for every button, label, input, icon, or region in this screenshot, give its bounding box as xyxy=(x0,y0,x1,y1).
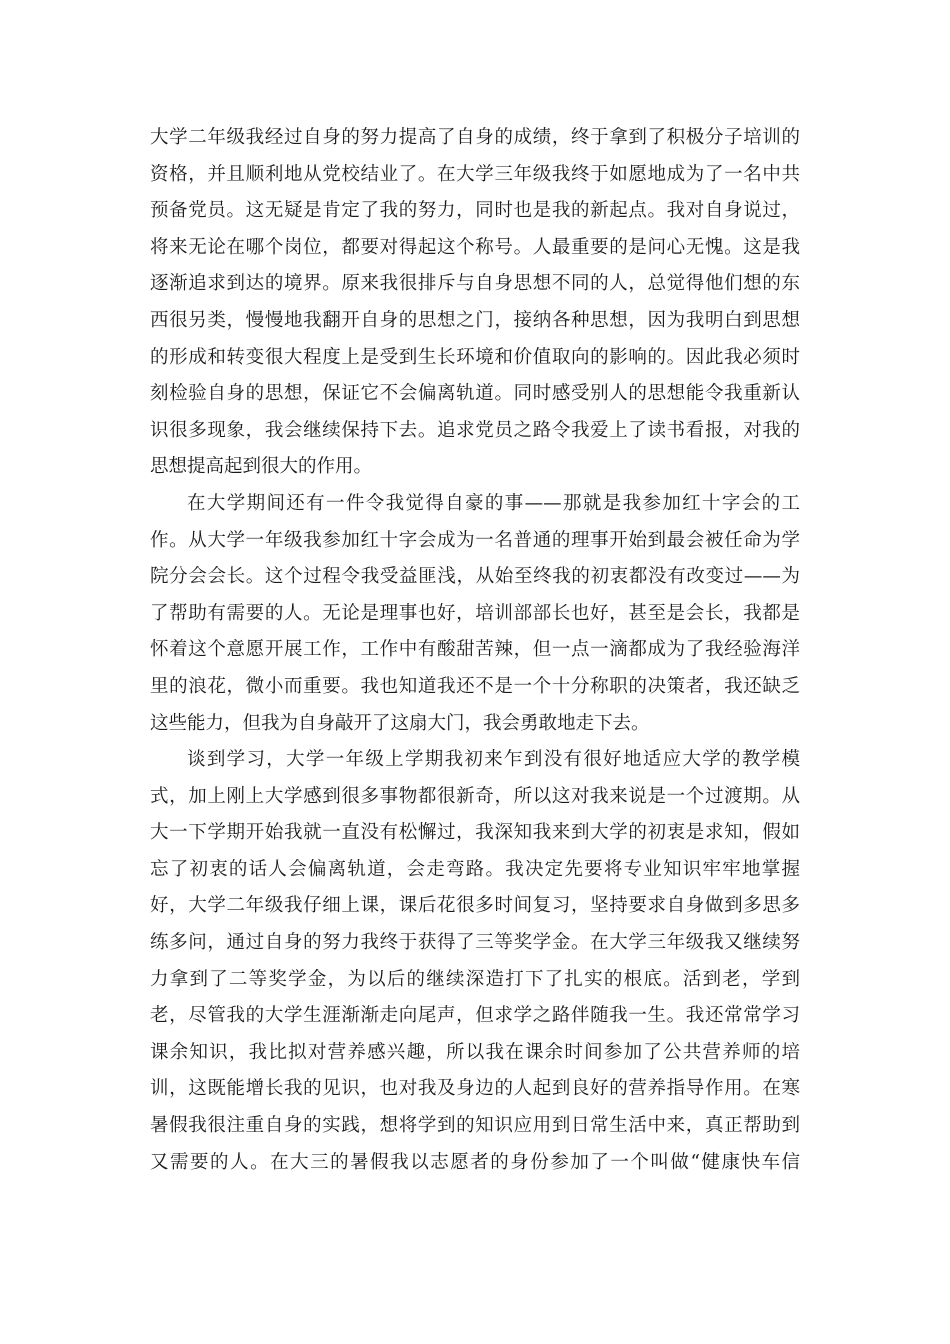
document-body xyxy=(150,120,800,1181)
text-line: 谈到学习，大学一年级上学期我初来乍到没有很好地适应大学的教学模 xyxy=(187,749,800,771)
text-line: 里的浪花，微小而重要。我也知道我还不是一个十分称职的决策者，我还缺乏 xyxy=(150,675,800,697)
text-line: 在大学期间还有一件令我觉得自豪的事——那就是我参加红十字会的工 xyxy=(187,492,800,514)
text-line: 院分会会长。这个过程令我受益匪浅，从始至终我的初衷都没有改变过——为 xyxy=(150,566,800,588)
text-line: 大一下学期开始我就一直没有松懈过，我深知我来到大学的初衷是求知，假如 xyxy=(150,822,800,844)
text-line: 力拿到了二等奖学金，为以后的继续深造打下了扎实的根底。活到老，学到 xyxy=(150,968,800,990)
text-line: 作。从大学一年级我参加红十字会成为一名普通的理事开始到最会被任命为学 xyxy=(150,529,800,551)
text-line: 暑假我很注重自身的实践，想将学到的知识应用到日常生活中来，真正帮助到 xyxy=(150,1115,800,1137)
text-line: 练多问，通过自身的努力我终于获得了三等奖学金。在大学三年级我又继续努 xyxy=(150,932,800,954)
text-line: 思想提高起到很大的作用。 xyxy=(150,456,373,478)
text-line: 这些能力，但我为自身敲开了这扇大门，我会勇敢地走下去。 xyxy=(150,712,650,734)
text-line: 西很另类，慢慢地我翻开自身的思想之门，接纳各种思想，因为我明白到思想 xyxy=(150,309,800,331)
paragraph-party-membership xyxy=(150,120,800,486)
text-line: 好，大学二年级我仔细上课，课后花很多时间复习，坚持要求自身做到多思多 xyxy=(150,895,800,917)
text-line: 资格，并且顺利地从党校结业了。在大学三年级我终于如愿地成为了一名中共 xyxy=(150,163,800,185)
text-line: 课余知识，我比拟对营养感兴趣，所以我在课余时间参加了公共营养师的培 xyxy=(150,1041,800,1063)
text-line: 识很多现象，我会继续保持下去。追求党员之路令我爱上了读书看报，对我的 xyxy=(150,419,800,441)
text-line: 预备党员。这无疑是肯定了我的努力，同时也是我的新起点。我对自身说过， xyxy=(150,200,800,222)
text-line: 的形成和转变很大程度上是受到生长环境和价值取向的影响的。因此我必须时 xyxy=(150,346,800,368)
text-line: 怀着这个意愿开展工作，工作中有酸甜苦辣，但一点一滴都成为了我经验海洋 xyxy=(150,639,800,661)
text-line: 将来无论在哪个岗位，都要对得起这个称号。人最重要的是问心无愧。这是我 xyxy=(150,236,800,258)
text-line: 训，这既能增长我的见识，也对我及身边的人起到良好的营养指导作用。在寒 xyxy=(150,1078,800,1100)
text-line: 大学二年级我经过自身的努力提高了自身的成绩，终于拿到了积极分子培训的 xyxy=(150,127,800,148)
text-line: 了帮助有需要的人。无论是理事也好，培训部部长也好，甚至是会长，我都是 xyxy=(150,602,800,624)
text-line: 刻检验自身的思想，保证它不会偏离轨道。同时感受别人的思想能令我重新认 xyxy=(150,383,800,405)
text-line: 又需要的人。在大三的暑假我以志愿者的身份参加了一个叫做“健康快车信 xyxy=(150,1151,800,1173)
paragraph-study xyxy=(150,742,800,1181)
text-line: 老，尽管我的大学生涯渐渐走向尾声，但求学之路伴随我一生。我还常常学习 xyxy=(150,1005,800,1027)
text-line: 忘了初衷的话人会偏离轨道，会走弯路。我决定先要将专业知识牢牢地掌握 xyxy=(150,858,800,880)
paragraph-red-cross xyxy=(150,486,800,742)
text-line: 式，加上刚上大学感到很多事物都很新奇，所以这对我来说是一个过渡期。从 xyxy=(150,785,800,807)
text-line: 逐渐追求到达的境界。原来我很排斥与自身思想不同的人，总觉得他们想的东 xyxy=(150,273,800,295)
